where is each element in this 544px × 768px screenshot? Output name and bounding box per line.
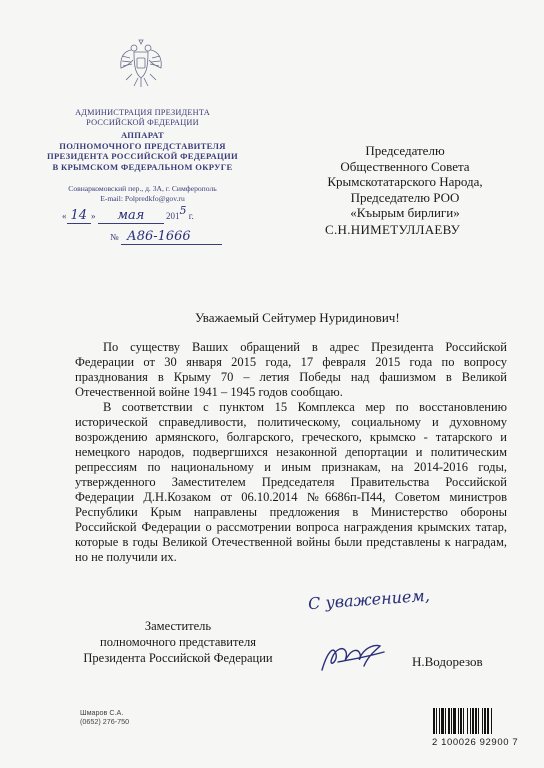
- signatory-title-line: Заместитель: [144, 619, 212, 633]
- letterhead-line: В КРЫМСКОМ ФЕДЕРАЛЬНОМ ОКРУГЕ: [52, 161, 233, 172]
- barcode-bar: [472, 708, 474, 734]
- addressee-line: Общественного Совета: [340, 158, 470, 174]
- executor-name: Шмаров С.А.: [80, 708, 124, 717]
- barcode-bar: [439, 708, 440, 734]
- barcode-bar: [453, 708, 456, 734]
- number-value: А86-1666: [121, 229, 222, 245]
- addressee-line: «Къырым бирлиги»: [350, 205, 460, 220]
- barcode-bar: [467, 708, 468, 734]
- coat-of-arms-icon: [118, 38, 164, 90]
- document-date: [62, 204, 194, 224]
- letterhead-line: ПРЕЗИДЕНТА РОССИЙСКОЙ ФЕДЕРАЦИИ: [47, 151, 238, 162]
- addressee-line: Председателю: [365, 143, 445, 158]
- body-paragraph-1: По существу Ваших обращений в адрес Президента Российской Федерации от 30 января 2015 года, 17 февраля 2015 года по вопросу празднования в Крыму 70 – летия Победы над фашизмом в Великой Отечественной войне 1941 – 1945 годов сообщаю.: [75, 340, 507, 399]
- barcode-bar: [470, 708, 471, 734]
- barcode-bar: [463, 708, 464, 734]
- body-paragraph-2: В соответствии с пунктом 15 Комплекса мер по восстановлению исторической справедливости, политическому, социальному и духовному возрождению армянского, болгарского, греческого, крымско - татарского и немецкого народов, подвергшихся незаконной депортации и политическим репрессиям по национальному и иным признакам, на 2014-2016 годы, утвержденного Заместителем Председателя Правительства Российской Федерации Д.Н.Козаком от 06.10.2014 №6686п-П44, Советом министров Республики Крым направлены предложения в Министерство обороны Российской Федерации о рассмотрении вопроса награждения крымских татар, которые в годы Великой Отечественной войны были представлены к наградам, но не получили их.: [75, 400, 507, 564]
- date-month: мая: [98, 208, 164, 224]
- barcode-bar: [491, 708, 492, 734]
- date-close-quote: »: [91, 211, 96, 221]
- handwritten-signature: [318, 640, 388, 676]
- addressee-block: [305, 143, 505, 221]
- date-day: 14: [67, 208, 92, 224]
- barcode-bar: [482, 708, 483, 734]
- signatory-title-line: полномочного представителя: [100, 635, 256, 649]
- letterhead-address: Совнаркомовский пер., д. 3А, г. Симферополь: [68, 184, 217, 193]
- letterhead-contacts: [40, 184, 245, 203]
- letterhead-office: [40, 130, 245, 172]
- barcode-bar: [487, 708, 489, 734]
- barcode-bar: [478, 708, 479, 734]
- letterhead-line: АППАРАТ: [121, 130, 164, 140]
- barcode-bar: [460, 708, 462, 734]
- barcode-number: 2 100026 92900 7: [432, 737, 519, 748]
- date-year-suffix: 5: [179, 204, 187, 217]
- executor-info: [80, 708, 129, 726]
- handwritten-closing: С уважением,: [307, 585, 431, 614]
- letterhead-email: E-mail: Polpredkfo@gov.ru: [100, 193, 185, 203]
- executor-phone: (0652) 276-750: [80, 717, 130, 726]
- letterhead-line: ПОЛНОМОЧНОГО ПРЕДСТАВИТЕЛЯ: [59, 140, 226, 151]
- barcode-bar: [475, 708, 477, 734]
- addressee-line: Крымскотатарского Народа,: [327, 174, 483, 189]
- barcode-bar: [436, 708, 437, 734]
- greeting: Уважаемый Сейтумер Нуридинович!: [195, 310, 400, 325]
- date-year-prefix: 201: [166, 211, 180, 221]
- signatory-title-line: Президента Российской Федерации: [83, 651, 273, 665]
- date-year-unit: г.: [188, 211, 194, 221]
- barcode-bar: [484, 708, 486, 734]
- addressee-name: С.Н.НИМЕТУЛЛАЕВУ: [325, 222, 461, 237]
- letterhead-line: РОССИЙСКОЙ ФЕДЕРАЦИИ: [86, 118, 199, 127]
- barcode-bar: [458, 708, 459, 734]
- number-label: №: [110, 232, 119, 242]
- letterhead-administration: [40, 108, 245, 128]
- addressee-line: Председателю РОО: [350, 189, 460, 205]
- signatory-name: Н.Водорезов: [412, 654, 483, 669]
- barcode-bar: [451, 708, 452, 734]
- barcode-bar: [433, 708, 435, 734]
- signatory-title: [78, 618, 278, 666]
- barcode-bar: [441, 708, 444, 734]
- date-open-quote: «: [62, 211, 67, 221]
- barcode: [432, 708, 518, 734]
- document-number: [110, 229, 222, 245]
- barcode-bar: [445, 708, 446, 734]
- barcode-bar: [448, 708, 450, 734]
- letterhead-line: АДМИНИСТРАЦИЯ ПРЕЗИДЕНТА: [75, 108, 210, 117]
